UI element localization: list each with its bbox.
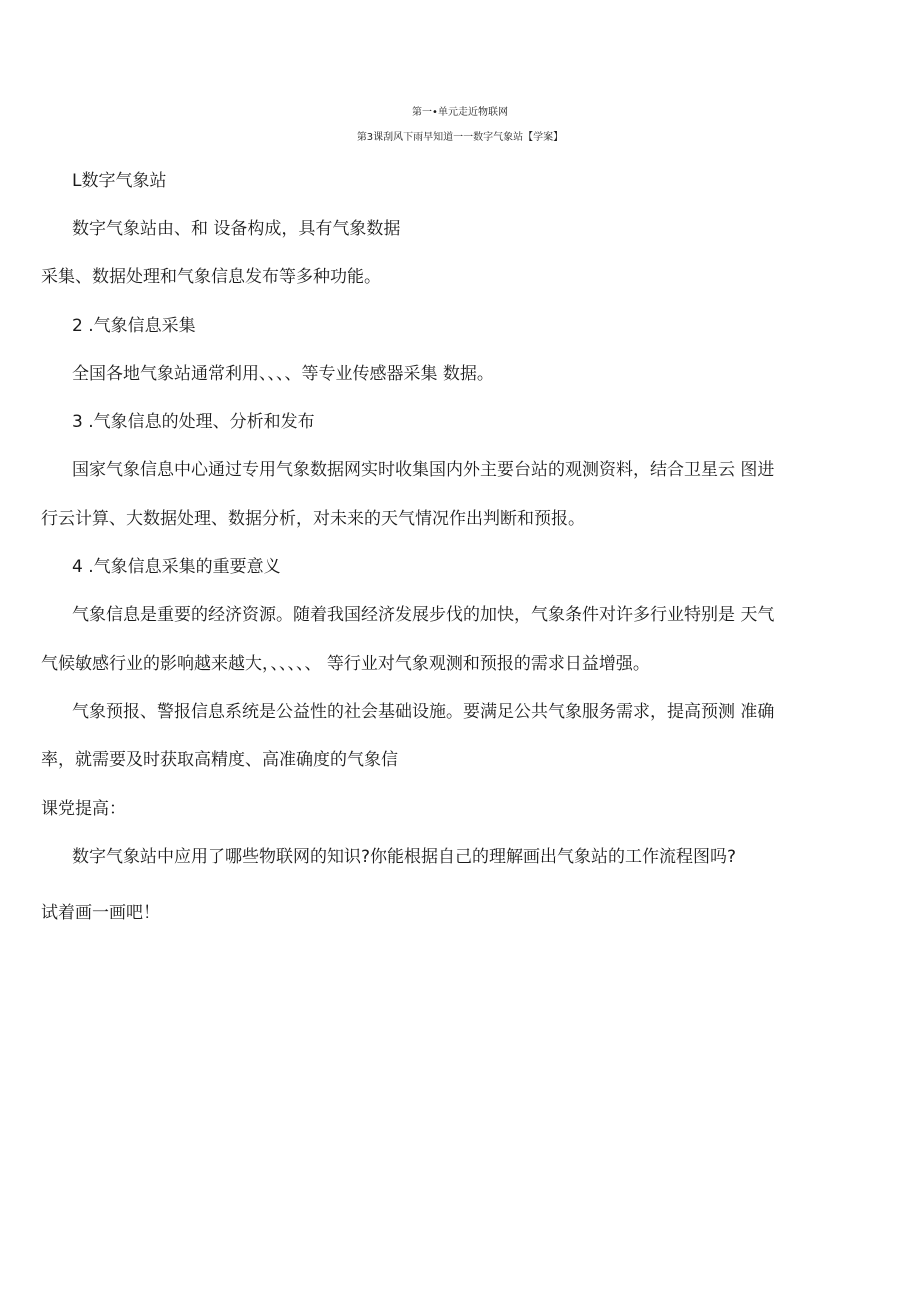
lesson-title: 第3课刮风下雨早知道一一数字气象站【学案】 xyxy=(356,132,564,143)
section1-line1: 数字气象站由、和 设备构成，具有气象数据 xyxy=(72,219,401,239)
section2-heading: 2 .气象信息采集 xyxy=(72,316,196,336)
section4-heading: 4 .气象信息采集的重要意义 xyxy=(72,557,281,577)
unit-title: 第一•单元走近物联网 xyxy=(412,107,508,118)
section4-para1-line2: 气候敏感行业的影响越来越大，、、、、、 等行业对气象观测和预报的需求日益增强。 xyxy=(41,654,650,674)
section4-para2-line2: 率，就需要及时获取高精度、高准确度的气象信 xyxy=(41,750,398,770)
section2-line1: 全国各地气象站通常利用、、、、等专业传感器采集 数据。 xyxy=(72,364,494,384)
section1-line2: 采集、数据处理和气象信息发布等多种功能。 xyxy=(41,267,381,287)
class-improvement-line1: 数字气象站中应用了哪些物联网的知识?你能根据自己的理解画出气象站的工作流程图吗? xyxy=(72,847,737,867)
section1-heading: L数字气象站 xyxy=(72,171,167,191)
section3-heading: 3 .气象信息的处理、分析和发布 xyxy=(72,412,315,432)
section4-para1-line1: 气象信息是重要的经济资源。随着我国经济发展步伐的加快，气象条件对许多行业特别是 天气 xyxy=(72,605,775,625)
section4-para2-line1: 气象预报、警报信息系统是公益性的社会基础设施。要满足公共气象服务需求，提高预测 准确 xyxy=(72,702,775,722)
section3-line1: 国家气象信息中心通过专用气象数据网实时收集国内外主要台站的观测资料，结合卫星云 图进 xyxy=(72,460,775,480)
class-improvement-line2: 试着画一画吧！ xyxy=(41,903,160,923)
class-improvement-heading: 课党提高： xyxy=(41,799,126,819)
section3-line2: 行云计算、大数据处理、数据分析，对未来的天气情况作出判断和预报。 xyxy=(41,509,585,529)
